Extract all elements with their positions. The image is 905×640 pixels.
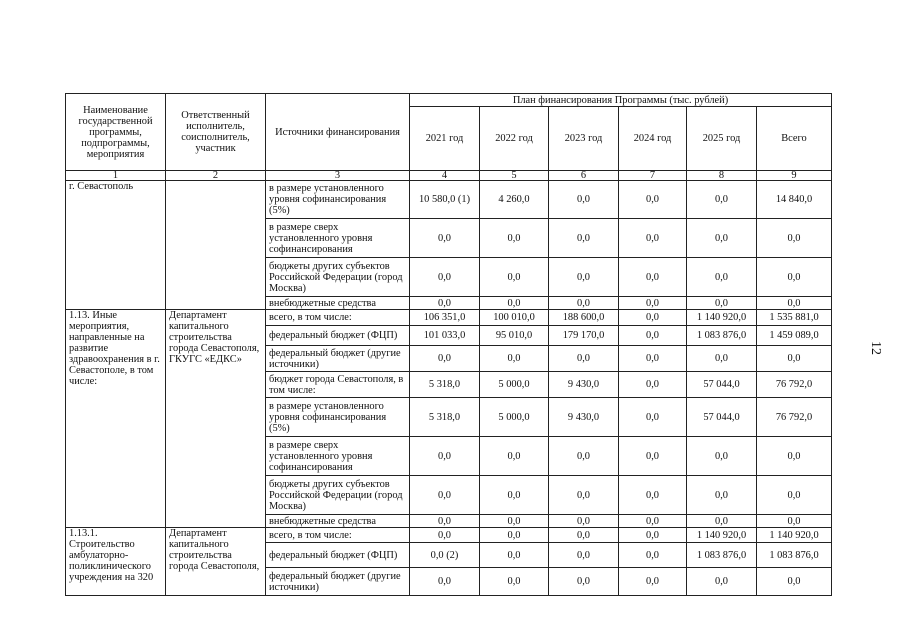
value-cell: 0,0	[549, 258, 619, 297]
value-cell: 0,0	[687, 476, 757, 515]
value-cell: 0,0	[619, 297, 687, 310]
value-cell: 0,0	[687, 346, 757, 372]
value-cell: 57 044,0	[687, 398, 757, 437]
year-header: 2021 год	[410, 107, 480, 171]
value-cell: 0,0	[410, 528, 480, 543]
column-number: 2	[166, 171, 266, 181]
value-cell: 5 000,0	[480, 372, 549, 398]
value-cell: 0,0	[480, 219, 549, 258]
column-numbers-row	[66, 171, 832, 181]
value-cell: 0,0	[549, 528, 619, 543]
total-value-cell: 14 840,0	[757, 181, 832, 219]
value-cell: 0,0	[410, 297, 480, 310]
source-cell: в размере сверх установленного уровня софинансирования	[266, 219, 410, 258]
source-cell: в размере сверх установленного уровня софинансирования	[266, 437, 410, 476]
value-cell: 95 010,0	[480, 326, 549, 346]
value-cell: 9 430,0	[549, 398, 619, 437]
value-cell: 0,0	[549, 476, 619, 515]
total-value-cell: 1 140 920,0	[757, 528, 832, 543]
total-value-cell: 76 792,0	[757, 398, 832, 437]
source-cell: бюджет города Севастополя, в том числе:	[266, 372, 410, 398]
value-cell: 0,0	[687, 437, 757, 476]
table-row	[66, 528, 832, 543]
year-header: 2024 год	[619, 107, 687, 171]
source-cell: федеральный бюджет (ФЦП)	[266, 543, 410, 568]
table-row	[66, 310, 832, 326]
value-cell: 0,0	[619, 219, 687, 258]
value-cell: 0,0	[549, 543, 619, 568]
source-cell: в размере установленного уровня софинансирования (5%)	[266, 181, 410, 219]
year-header: 2025 год	[687, 107, 757, 171]
value-cell: 106 351,0	[410, 310, 480, 326]
value-cell: 0,0	[480, 258, 549, 297]
total-header: Всего	[757, 107, 832, 171]
column-number: 5	[480, 171, 549, 181]
value-cell: 1 083 876,0	[687, 326, 757, 346]
header-responsible-cell: Ответственный исполнитель, соисполнитель, участник	[166, 94, 266, 171]
source-cell: федеральный бюджет (другие источники)	[266, 346, 410, 372]
value-cell: 1 083 876,0	[687, 543, 757, 568]
value-cell: 57 044,0	[687, 372, 757, 398]
page-number: 12	[868, 341, 883, 355]
source-cell: всего, в том числе:	[266, 310, 410, 326]
value-cell: 0,0	[619, 437, 687, 476]
value-cell: 0,0	[480, 528, 549, 543]
year-header: 2022 год	[480, 107, 549, 171]
source-cell: всего, в том числе:	[266, 528, 410, 543]
value-cell: 0,0	[619, 568, 687, 596]
value-cell: 0,0	[480, 476, 549, 515]
value-cell: 0,0	[619, 543, 687, 568]
value-cell: 0,0	[480, 437, 549, 476]
value-cell: 0,0	[410, 258, 480, 297]
column-number: 9	[757, 171, 832, 181]
value-cell: 5 000,0	[480, 398, 549, 437]
value-cell: 101 033,0	[410, 326, 480, 346]
header-plan-title: План финансирования Программы (тыс. рублей)	[410, 94, 832, 107]
value-cell: 5 318,0	[410, 398, 480, 437]
value-cell: 0,0	[549, 346, 619, 372]
source-cell: внебюджетные средства	[266, 297, 410, 310]
total-value-cell: 76 792,0	[757, 372, 832, 398]
value-cell: 0,0	[410, 346, 480, 372]
value-cell: 0,0	[410, 476, 480, 515]
total-value-cell: 0,0	[757, 297, 832, 310]
total-value-cell: 0,0	[757, 219, 832, 258]
source-cell: федеральный бюджет (другие источники)	[266, 568, 410, 596]
value-cell: 0,0	[480, 568, 549, 596]
value-cell: 0,0 (2)	[410, 543, 480, 568]
value-cell: 5 318,0	[410, 372, 480, 398]
total-value-cell: 1 459 089,0	[757, 326, 832, 346]
total-value-cell: 1 535 881,0	[757, 310, 832, 326]
value-cell: 0,0	[619, 181, 687, 219]
column-number: 4	[410, 171, 480, 181]
value-cell: 0,0	[619, 346, 687, 372]
value-cell: 0,0	[410, 515, 480, 528]
value-cell: 0,0	[687, 568, 757, 596]
total-value-cell: 0,0	[757, 437, 832, 476]
year-header: 2023 год	[549, 107, 619, 171]
value-cell: 0,0	[410, 437, 480, 476]
value-cell: 0,0	[480, 515, 549, 528]
value-cell: 179 170,0	[549, 326, 619, 346]
header-row-1	[66, 94, 832, 107]
total-value-cell: 0,0	[757, 515, 832, 528]
value-cell: 0,0	[410, 568, 480, 596]
value-cell: 0,0	[619, 476, 687, 515]
column-number: 8	[687, 171, 757, 181]
program-name-cell: 1.13.1. Строительство амбулаторно-поликлинического учреждения на 320	[66, 528, 166, 596]
total-value-cell: 0,0	[757, 346, 832, 372]
value-cell: 0,0	[687, 219, 757, 258]
value-cell: 9 430,0	[549, 372, 619, 398]
value-cell: 0,0	[687, 181, 757, 219]
responsible-cell: Департамент капитального строительства города Севастополя, ГКУГС «ЕДКС»	[166, 310, 266, 528]
total-value-cell: 0,0	[757, 568, 832, 596]
source-cell: в размере установленного уровня софинансирования (5%)	[266, 398, 410, 437]
value-cell: 0,0	[480, 543, 549, 568]
financing-table	[65, 93, 832, 596]
total-value-cell: 0,0	[757, 476, 832, 515]
value-cell: 0,0	[619, 528, 687, 543]
column-number: 6	[549, 171, 619, 181]
value-cell: 0,0	[687, 515, 757, 528]
column-number: 1	[66, 171, 166, 181]
source-cell: внебюджетные средства	[266, 515, 410, 528]
value-cell: 0,0	[619, 372, 687, 398]
table-row	[66, 181, 832, 219]
value-cell: 100 010,0	[480, 310, 549, 326]
source-cell: федеральный бюджет (ФЦП)	[266, 326, 410, 346]
value-cell: 0,0	[410, 219, 480, 258]
value-cell: 1 140 920,0	[687, 528, 757, 543]
value-cell: 0,0	[549, 297, 619, 310]
value-cell: 0,0	[549, 437, 619, 476]
value-cell: 0,0	[619, 326, 687, 346]
source-cell: бюджеты других субъектов Российской Федерации (город Москва)	[266, 258, 410, 297]
value-cell: 0,0	[549, 515, 619, 528]
header-name-cell: Наименование государственной программы, подпрограммы, мероприятия	[66, 94, 166, 171]
value-cell: 0,0	[687, 258, 757, 297]
source-cell: бюджеты других субъектов Российской Федерации (город Москва)	[266, 476, 410, 515]
total-value-cell: 0,0	[757, 258, 832, 297]
value-cell: 1 140 920,0	[687, 310, 757, 326]
header-sources-cell: Источники финансирования	[266, 94, 410, 171]
responsible-cell: Департамент капитального строительства города Севастополя,	[166, 528, 266, 596]
total-value-cell: 1 083 876,0	[757, 543, 832, 568]
value-cell: 0,0	[619, 515, 687, 528]
program-name-cell: 1.13. Иные мероприятия, направленные на развитие здравоохранения в г. Севастополе, в том числе:	[66, 310, 166, 528]
column-number: 7	[619, 171, 687, 181]
responsible-cell	[166, 181, 266, 310]
value-cell: 4 260,0	[480, 181, 549, 219]
value-cell: 0,0	[549, 219, 619, 258]
value-cell: 0,0	[687, 297, 757, 310]
value-cell: 0,0	[619, 310, 687, 326]
column-number: 3	[266, 171, 410, 181]
value-cell: 0,0	[619, 258, 687, 297]
value-cell: 10 580,0 (1)	[410, 181, 480, 219]
value-cell: 0,0	[619, 398, 687, 437]
value-cell: 0,0	[549, 568, 619, 596]
value-cell: 0,0	[480, 297, 549, 310]
value-cell: 0,0	[480, 346, 549, 372]
value-cell: 0,0	[549, 181, 619, 219]
value-cell: 188 600,0	[549, 310, 619, 326]
program-name-cell: г. Севастополь	[66, 181, 166, 310]
